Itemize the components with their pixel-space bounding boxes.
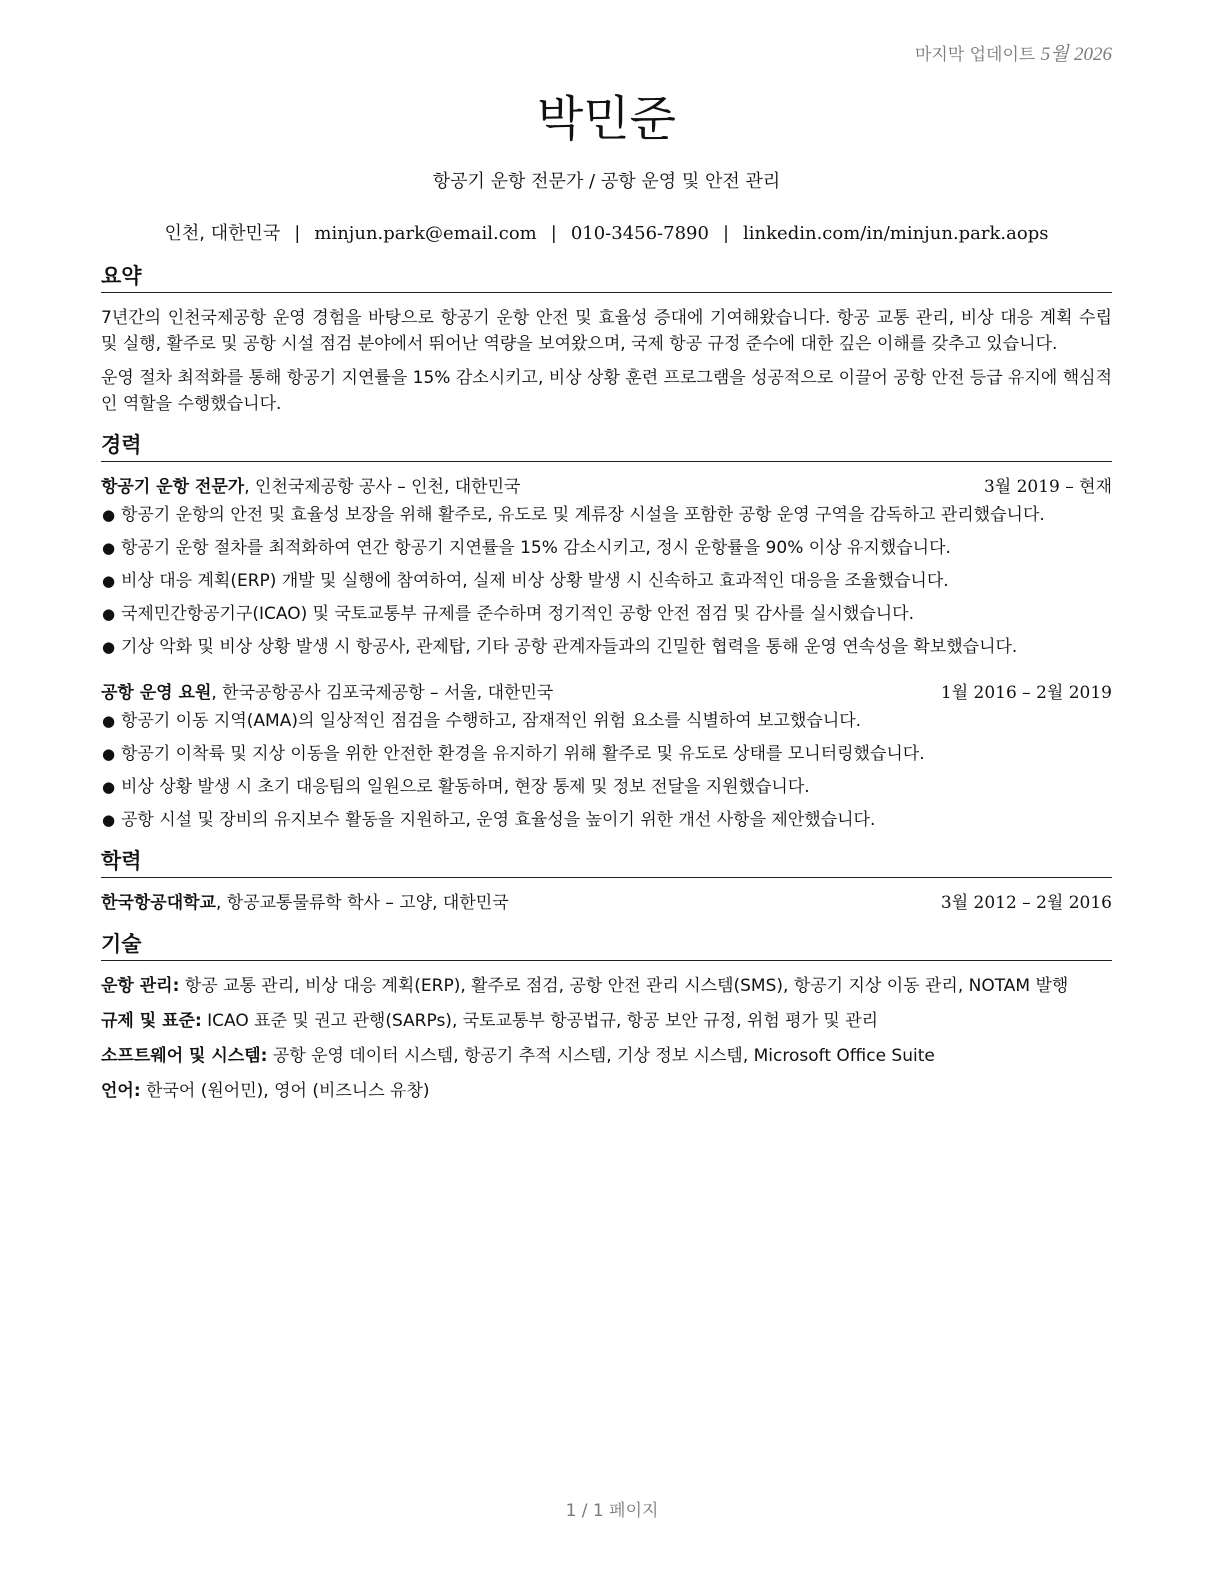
summary-paragraph: 7년간의 인천국제공항 운영 경험을 바탕으로 항공기 운항 안전 및 효율성 증대에 기여해왔습니다. 항공 교통 관리, 비상 대응 계획 수립 및 실행, 활주로 및 공항 시설 점검 분야에서 뛰어난 역량을 보여왔으며, 국제 항공 규정 준수에 대한 깊은 이해를 갖추고 있습니다.	[101, 308, 1112, 354]
contact-line	[101, 220, 1112, 248]
job-bullet-text: 항공기 이동 지역(AMA)의 일상적인 점검을 수행하고, 잠재적인 위험 요소를 식별하여 보고했습니다.	[121, 711, 862, 731]
skill-row	[101, 1008, 1112, 1034]
education-detail: , 항공교통물류학 학사 – 고양, 대한민국	[215, 893, 509, 913]
last-updated-label: 마지막 업데이트	[914, 45, 1036, 65]
bullet-icon: ●	[102, 712, 116, 730]
resume-page	[101, 40, 1112, 1104]
job-dates: 1월 2016 – 2월 2019	[940, 683, 1112, 703]
last-updated	[101, 40, 1112, 70]
job-bullet	[101, 535, 1112, 561]
skill-value: ICAO 표준 및 권고 관행(SARPs), 국토교통부 항공법규, 항공 보안 규정, 위험 평가 및 관리	[201, 1011, 879, 1031]
skill-value: 항공 교통 관리, 비상 대응 계획(ERP), 활주로 점검, 공항 안전 관리 시스템(SMS), 항공기 지상 이동 관리, NOTAM 발행	[179, 976, 1069, 996]
education-section	[101, 847, 1112, 916]
job-header	[101, 474, 1112, 500]
education-heading: 학력	[101, 847, 1112, 878]
job-bullets	[101, 502, 1112, 660]
skill-label: 언어:	[101, 1081, 141, 1101]
job-bullet	[101, 807, 1112, 833]
contact-linkedin[interactable]: linkedin.com/in/minjun.park.aops	[743, 223, 1049, 244]
job-bullet	[101, 774, 1112, 800]
skill-value: 공항 운영 데이터 시스템, 항공기 추적 시스템, 기상 정보 시스템, Microsoft Office Suite	[267, 1046, 935, 1066]
bullet-icon: ●	[102, 572, 116, 590]
bullet-icon: ●	[102, 605, 116, 623]
bullet-icon: ●	[102, 506, 116, 524]
job-entry	[101, 474, 1112, 660]
job-org: , 한국공항공사 김포국제공항 – 서울, 대한민국	[211, 683, 554, 703]
skill-value: 한국어 (원어민), 영어 (비즈니스 유창)	[140, 1081, 430, 1101]
contact-separator: |	[722, 223, 730, 244]
skill-row	[101, 1043, 1112, 1069]
skill-label: 소프트웨어 및 시스템:	[101, 1046, 268, 1066]
job-bullet-text: 항공기 이착륙 및 지상 이동을 위한 안전한 환경을 유지하기 위해 활주로 및 유도로 상태를 모니터링했습니다.	[121, 744, 925, 764]
summary-section	[101, 262, 1112, 417]
job-bullet	[101, 634, 1112, 660]
job-bullet-text: 항공기 운항 절차를 최적화하여 연간 항공기 지연률을 15% 감소시키고, 정시 운항률을 90% 이상 유지했습니다.	[121, 538, 951, 558]
job-bullet-text: 항공기 운항의 안전 및 효율성 보장을 위해 활주로, 유도로 및 계류장 시설을 포함한 공항 운영 구역을 감독하고 관리했습니다.	[121, 505, 1045, 525]
job-bullet	[101, 601, 1112, 627]
skill-row	[101, 973, 1112, 999]
page-number: 1 / 1 페이지	[565, 1501, 659, 1521]
bullet-icon: ●	[102, 811, 116, 829]
education-school: 한국항공대학교	[101, 893, 216, 913]
skill-label: 운항 관리:	[101, 976, 180, 996]
bullet-icon: ●	[102, 638, 116, 656]
summary-heading: 요약	[101, 262, 1112, 293]
education-entry	[101, 890, 1112, 916]
job-bullet	[101, 502, 1112, 528]
job-bullet-text: 비상 상황 발생 시 초기 대응팀의 일원으로 활동하며, 현장 통제 및 정보 전달을 지원했습니다.	[121, 777, 810, 797]
contact-email[interactable]: minjun.park@email.com	[314, 223, 537, 244]
job-header	[101, 680, 1112, 706]
candidate-subtitle: 항공기 운항 전문가 / 공항 운영 및 안전 관리	[432, 171, 781, 192]
contact-separator: |	[294, 223, 301, 244]
summary-paragraph: 운영 절차 최적화를 통해 항공기 지연률을 15% 감소시키고, 비상 상황 훈련 프로그램을 성공적으로 이끌어 공항 안전 등급 유지에 핵심적인 역할을 수행했습니다.	[101, 368, 1112, 414]
job-bullet-text: 비상 대응 계획(ERP) 개발 및 실행에 참여하여, 실제 비상 상황 발생 시 신속하고 효과적인 대응을 조율했습니다.	[121, 571, 949, 591]
education-dates: 3월 2012 – 2월 2016	[940, 893, 1112, 913]
job-org: , 인천국제공항 공사 – 인천, 대한민국	[244, 477, 521, 497]
bullet-icon: ●	[102, 745, 116, 763]
job-bullet	[101, 568, 1112, 594]
skills-section	[101, 930, 1112, 1104]
candidate-name: 박민준	[536, 91, 677, 147]
last-updated-year: 2026	[1074, 44, 1112, 65]
bullet-icon: ●	[102, 539, 116, 557]
experience-section	[101, 431, 1112, 833]
last-updated-month: 5월	[1040, 44, 1069, 65]
skills-heading: 기술	[101, 930, 1112, 961]
contact-phone: 010-3456-7890	[570, 223, 709, 244]
contact-location: 인천, 대한민국	[164, 223, 281, 244]
contact-separator: |	[550, 223, 557, 244]
job-bullet	[101, 708, 1112, 734]
job-dates: 3월 2019 – 현재	[983, 477, 1112, 497]
skill-row	[101, 1078, 1112, 1104]
job-title: 공항 운영 요원	[101, 683, 212, 703]
experience-heading: 경력	[101, 431, 1112, 462]
skill-label: 규제 및 표준:	[101, 1011, 202, 1031]
job-bullet-text: 기상 악화 및 비상 상황 발생 시 항공사, 관제탑, 기타 공항 관계자들과의 긴밀한 협력을 통해 운영 연속성을 확보했습니다.	[121, 637, 1018, 657]
job-bullet	[101, 741, 1112, 767]
job-entry	[101, 680, 1112, 833]
job-title: 항공기 운항 전문가	[101, 477, 245, 497]
job-bullet-text: 국제민간항공기구(ICAO) 및 국토교통부 규제를 준수하며 정기적인 공항 안전 점검 및 감사를 실시했습니다.	[121, 604, 915, 624]
job-bullet-text: 공항 시설 및 장비의 유지보수 활동을 지원하고, 운영 효율성을 높이기 위한 개선 사항을 제안했습니다.	[121, 810, 876, 830]
bullet-icon: ●	[102, 778, 116, 796]
job-bullets	[101, 708, 1112, 833]
